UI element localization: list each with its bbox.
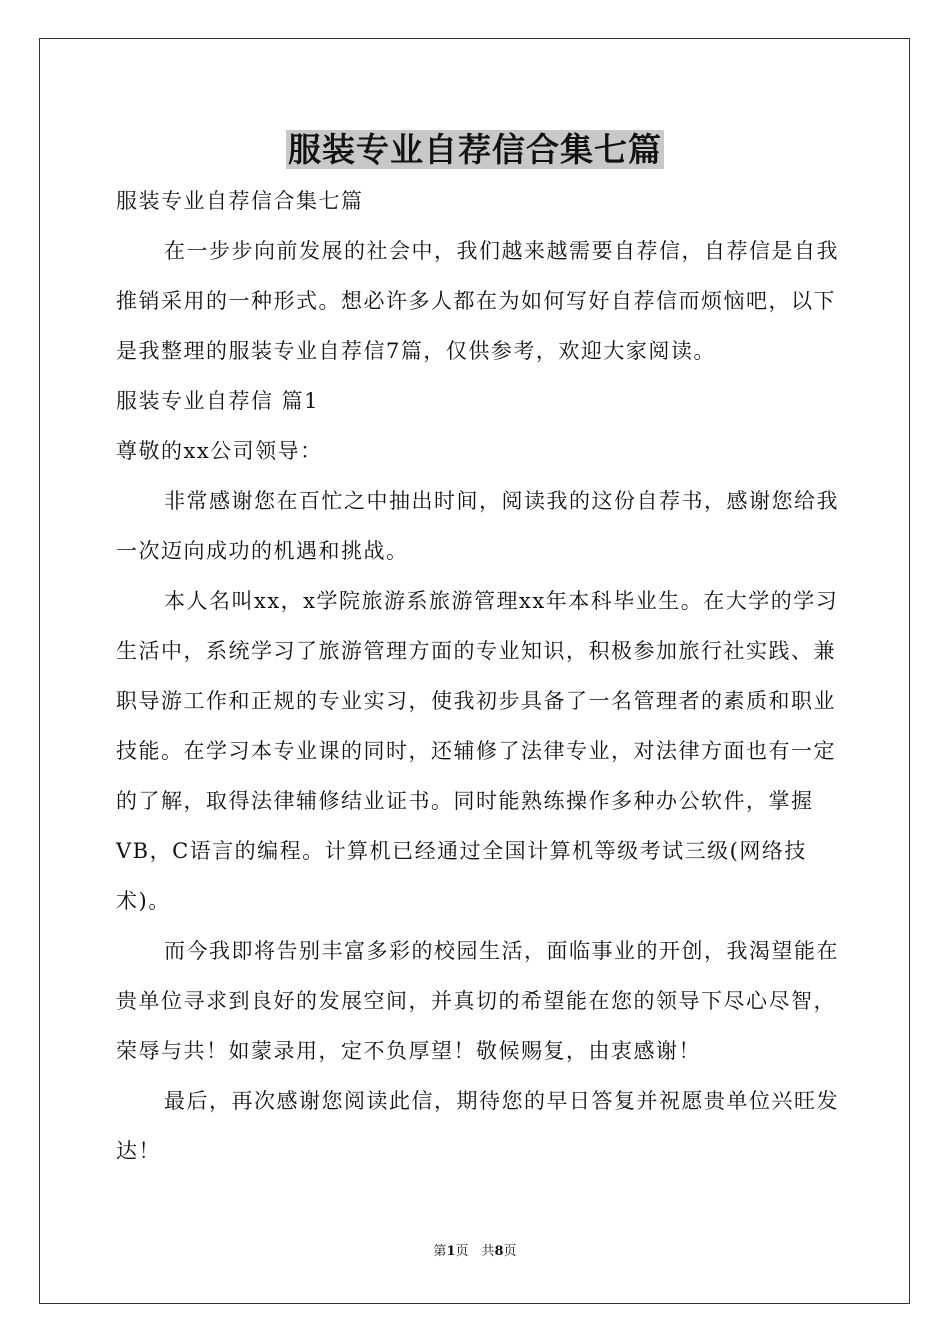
page-number-total: 8	[494, 1244, 504, 1259]
page-number-suffix: 页	[503, 1244, 517, 1259]
body-paragraph: 非常感谢您在百忙之中抽出时间，阅读我的这份自荐书，感谢您给我一次迈向成功的机遇和挑战。	[116, 489, 839, 563]
document-body	[116, 176, 842, 1176]
salutation: 尊敬的xx公司领导：	[116, 439, 323, 463]
page-number-current: 1	[446, 1244, 456, 1259]
document-title-text: 服装专业自荐信合集七篇	[288, 130, 662, 169]
document-title	[0, 128, 950, 172]
intro-paragraph: 在一步步向前发展的社会中，我们越来越需要自荐信，自荐信是自我推销采用的一种形式。想必许多人都在为如何写好自荐信而烦恼吧，以下是我整理的服装专业自荐信7篇，仅供参考，欢迎大家阅读。	[116, 239, 839, 363]
body-paragraph: 而今我即将告别丰富多彩的校园生活，面临事业的开创，我渴望能在贵单位寻求到良好的发展空间，并真切的希望能在您的领导下尽心尽智，荣辱与共！如蒙录用，定不负厚望！敬候赐复，由衷感谢！	[116, 939, 839, 1063]
page-footer	[0, 1243, 950, 1261]
page-number-mid: 页 共	[455, 1244, 495, 1259]
closing-paragraph: 最后，再次感谢您阅读此信，期待您的早日答复并祝愿贵单位兴旺发达！	[116, 1089, 839, 1163]
page-number-prefix: 第	[433, 1244, 447, 1259]
body-paragraph: 本人名叫xx，x学院旅游系旅游管理xx年本科毕业生。在大学的学习生活中，系统学习了旅游管理方面的专业知识，积极参加旅行社实践、兼职导游工作和正规的专业实习，使我初步具备了一名管理者的素质和职业技能。在学习本专业课的同时，还辅修了法律专业，对法律方面也有一定的了解，取得法律辅修结业证书。同时能熟练操作多种办公软件，掌握VB，C语言的编程。计算机已经通过全国计算机等级考试三级(网络技术)。	[116, 589, 839, 913]
document-subtitle: 服装专业自荐信合集七篇	[116, 189, 364, 213]
section-heading: 服装专业自荐信 篇1	[116, 389, 320, 413]
